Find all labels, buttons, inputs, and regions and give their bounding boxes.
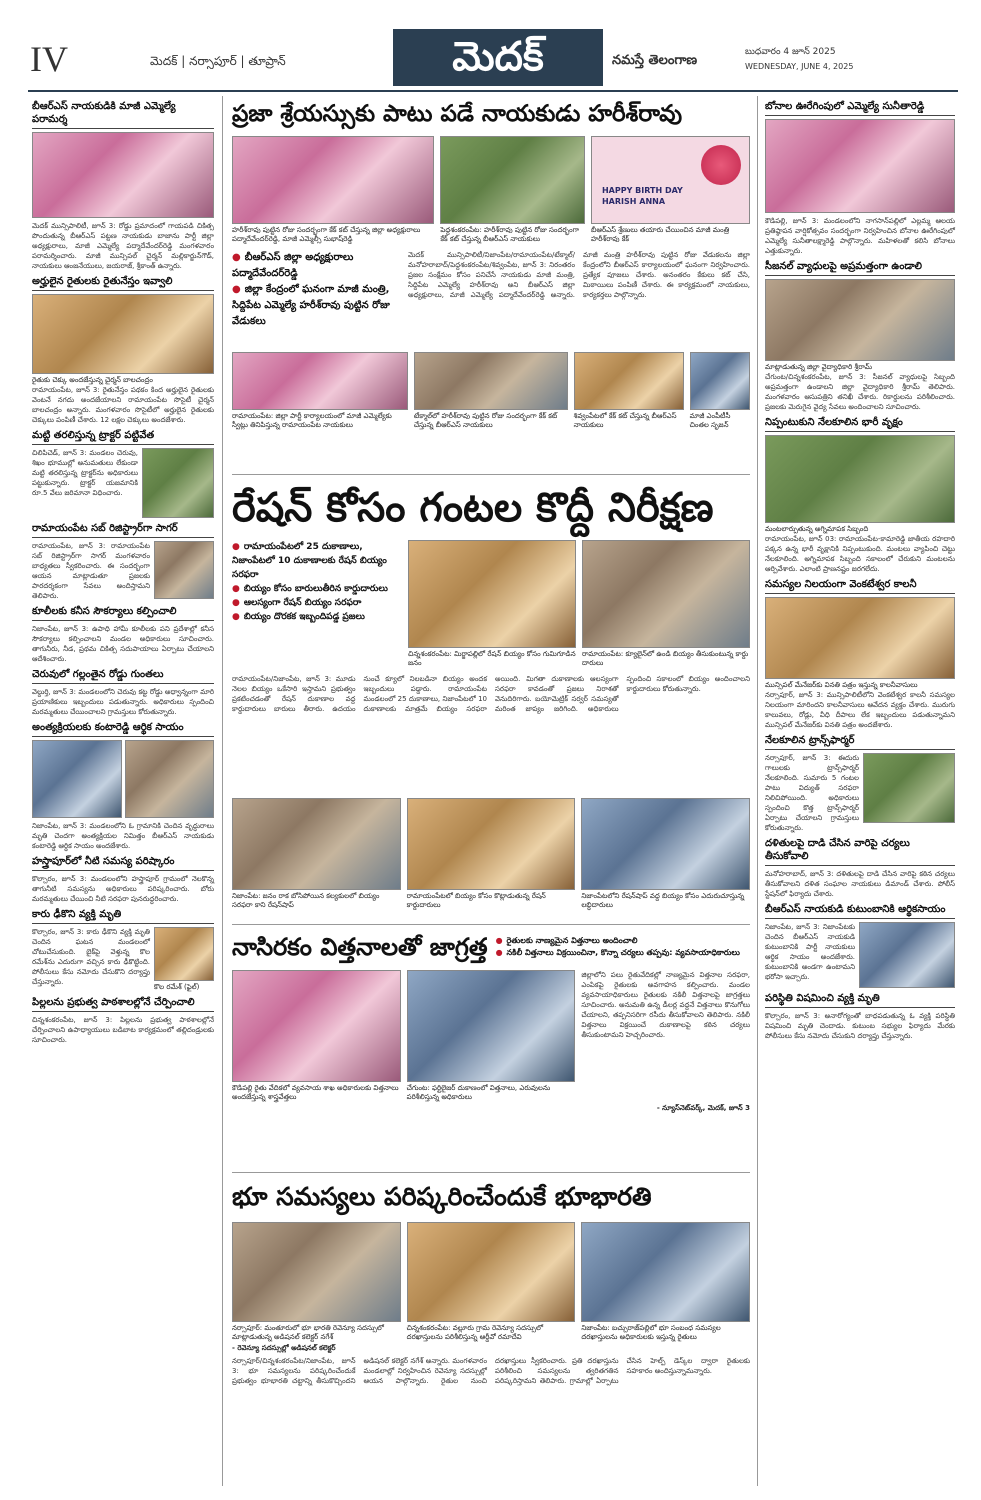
photo-caption: పెద్దశంకరంపేట: హరీశ్‌రావు పుట్టిన రోజు సందర్భంగా కేక్ కట్ చేస్తున్న బీఆర్‌ఎస్ నాయకులు [440,226,580,243]
column-divider [222,96,223,1486]
story-headline: పరిస్థితి విషమించి వ్యక్తి మృతి [765,992,955,1008]
story-headline: చెరువులో గల్లంతైన రోడ్డు గుంతలు [32,668,214,684]
story-headline: సమస్యల నిలయంగా వెంకటేశ్వర కాలనీ [765,578,955,594]
story-harish-rao [232,96,750,371]
story-body: మెదక్ మున్సిపాలిటీ/నిజాంపేట/రామాయంపేట/టేక్మాల్/మనోహరాబాద్/పెద్దశంకరంపేట/శివ్వంపేట, జూన్ 3: నిరంతరం ప్రజల సంక్షేమం కోసం పనిచేసే నాయకుడు మాజీ మంత్రి, సిద్దిపేట ఎమ్మెల్యే హరీశ్‌రావు అని బీఆర్‌ఎస్ జిల్లా అధ్యక్షురాలు, మాజీ ఎమ్మెల్యే పద్మాదేవేందర్‌రెడ్డి అన్నారు. మాజీ మంత్రి హరీశ్‌రావు పుట్టిన రోజు వేడుకలను జిల్లా కేంద్రంలోని బీఆర్‌ఎస్ కార్యాలయంలో ఘనంగా నిర్వహించారు. ప్రత్యేక పూజలు చేశారు. అనంతరం కేకులు కట్ చేసి, మిఠాయిలు పంపిణీ చేశారు. ఈ కార్యక్రమంలో నాయకులు, కార్యకర్తలు పాల్గొన్నారు. [408,251,750,299]
story-divider [232,474,750,475]
masthead [0,0,981,92]
news-photo [232,352,408,410]
news-photo [440,136,585,224]
photo-caption: మున్సిపల్ మేనేజర్‌కు వినతి పత్రం ఇస్తున్న కాలనీవాసులు [765,681,918,689]
column-divider [757,96,758,1486]
photo-caption: మాట్లాడుతున్న జిల్లా వైద్యాధికారి శ్రీరామ్ [765,363,873,371]
story-headline: పిల్లలను ప్రభుత్వ పాఠశాలల్లోనే చేర్పించాలి [32,996,214,1012]
bullet-point: ● రామాయంపేటలో 25 దుకాణాలు, నిజాంపేటలో 10 దుకాణాలకు రేషన్ బియ్యం సరఫరా [232,542,387,580]
story-headline: అంత్యక్రియలకు కంటారెడ్డి ఆర్థిక సాయం [32,721,214,737]
story-body: చిలిపిచెడ్, జూన్ 3: మండలం చెరువు, శిఖం భూముల్లో అనుమతులు లేకుండా మట్టి తరలిస్తున్న ట్రాక్టర్‌ను అధికారులు పట్టుకున్నారు. ట్రాక్టర్ యజమానికి రూ.5 వేలు జరిమానా విధించారు. [32,449,138,497]
portrait-photo [154,927,214,981]
page-number: IV [30,39,68,79]
section-names: మెదక్ | నర్సాపూర్ | తూప్రాన్ [150,54,286,68]
story-headline: దళితులపై దాడి చేసిన వారిపై చర్యలు తీసుకోవాలి [765,837,955,866]
story-headline: రామాయంపేట సబ్ రిజిస్ట్రార్‌గా సాగర్ [32,522,214,538]
news-photo [414,352,568,410]
story-body: జిల్లాలోని పలు రైతువేదికల్లో నాణ్యమైన విత్తనాల సరఫరా, ఎంపికపై రైతులకు అవగాహన కల్పించారు. మండల వ్యవసాయాధికారులు రైతులకు నకిలీ విత్తనాలపై జాగ్రత్తలు సూచించారు. అనుమతి ఉన్న డీలర్ల వద్దనే విత్తనాలు కొనుగోలు చేయాలని, తప్పనిసరిగా రసీదు తీసుకోవాలని తెలిపారు. నకిలీ విత్తనాలు విక్రయించే దుకాణాలపై కఠిన చర్యలు తీసుకుంటామని హెచ్చరించారు. [581,971,751,1039]
birthday-cake-photo [591,136,750,224]
story-body: కౌడిపల్లి, జూన్ 3: మండలంలోని నాగసాన్‌పల్లిలో ఎల్లమ్మ ఆలయ ప్రతిష్ఠాపన వార్షికోత్సవం సందర్భంగా నిర్వహించిన బోనాల ఊరేగింపులో ఎమ్మెల్యే సునీతాలక్ష్మారెడ్డి పాల్గొన్నారు. మహిళలతో కలిసి బోనాలు ఎత్తుకున్నారు. [765,217,955,255]
news-photo [407,798,576,890]
news-photo [765,279,955,361]
photo-caption: మంటలార్పుతున్న అగ్నిమాపక సిబ్బంది [765,525,869,533]
story-headline: బీఆర్‌ఎస్ నాయకుడికి మాజీ ఎమ్మెల్యే పరామర్శ [32,100,214,129]
story-body: మనోహరాబాద్, జూన్ 3: దళితులపై దాడి చేసిన వారిపై కఠిన చర్యలు తీసుకోవాలని దళిత సంఘాల నాయకులు డిమాండ్ చేశారు. పోలీస్ స్టేషన్‌లో ఫిర్యాదు చేశారు. [765,870,955,898]
news-photo [408,540,576,648]
news-photo [765,435,955,523]
date-english: WEDNESDAY, JUNE 4, 2025 [745,62,854,71]
story-body: నిజాంపేట, జూన్ 3: నిజాంపేటకు చెందిన బీఆర్‌ఎస్ నాయకుడి కుటుంబానికి పార్టీ నాయకులు ఆర్థిక సాయం అందజేశారు. కుటుంబానికి అండగా ఉంటామని భరోసా ఇచ్చారు. [765,923,855,981]
story-ration [232,480,750,920]
story-headline: అర్హులైన రైతులకు రైతునేస్తం ఇవ్వాలి [32,275,214,291]
story-body: నర్సాపూర్, జూన్ 3: ఈదురు గాలులకు ట్రాన్స్‌ఫార్మర్ నేలకూలింది. సుమారు 5 గంటల పాటు విద్యుత్ సరఫరా నిలిచిపోయింది. అధికారులు స్పందించి కొత్త ట్రాన్స్‌ఫార్మర్ ఏర్పాటు చేయాలని గ్రామస్తులు కోరుతున్నారు. [765,754,859,832]
photo-caption: కొల రమేశ్ (ఫైల్) [154,983,200,991]
story-subhead: - రెవెన్యూ సదస్సుల్లో అడిషనల్ కలెక్టర్ [232,1344,336,1352]
bullet-point: ● బియ్యం కోసం బారులుతీరిన కార్డుదారులు [232,584,388,594]
edition-title: మెదక్ [393,29,603,86]
left-column [32,96,214,1486]
story-body: కొల్చారం, జూన్ 3: అనారోగ్యంతో బాధపడుతున్న ఓ వ్యక్తి పరిస్థితి విషమించి మృతి చెందాడు. కుటుంబ సభ్యుల ఫిర్యాదు మేరకు పోలీసులు కేసు నమోదు చేసుకుని దర్యాప్తు చేస్తున్నారు. [765,1012,955,1040]
news-photo [765,597,955,679]
date-telugu: బుధవారం 4 జూన్ 2025 [745,47,836,57]
photo-caption: చేగుంట: ఫర్టిలైజర్ దుకాణంలో విత్తనాలు, ఎరువులను పరిశీలిస్తున్న అధికారులు [406,1084,551,1101]
right-column [765,96,955,1486]
story-headline: మట్టి తరలిస్తున్న ట్రాక్టర్ పట్టివేత [32,429,214,445]
photo-caption: నర్సాపూర్: మంతూరులో భూ భారతి రెవెన్యూ సదస్సులో మాట్లాడుతున్న అడిషనల్ కలెక్టర్ నగేశ్ [232,1324,385,1341]
story-body: చేగుంట/చిన్నశంకరంపేట, జూన్ 3: సీజనల్ వ్యాధులపై సిబ్బంది అప్రమత్తంగా ఉండాలని జిల్లా వైద్యాధికారి శ్రీరామ్ తెలిపారు. మంగళవారం ఆసుపత్రిని తనిఖీ చేశారు. రికార్డులను పరిశీలించారు. ప్రజలకు మెరుగైన వైద్య సేవలు అందించాలని సూచించారు. [765,373,955,411]
news-photo [232,970,401,1082]
flower-decoration [701,145,741,185]
photo-caption: రామాయంపేటలో బియ్యం కోసం కొట్లాడుతున్న రేషన్ కార్డుదారులు [406,892,546,909]
news-photo [581,798,750,890]
bullet-point: ● జిల్లా కేంద్రంలో ఘనంగా మాజీ మంత్రి, సిద్దిపేట ఎమ్మెల్యే హరీశ్‌రావు పుట్టిన రోజు వేడుకలు [232,284,390,327]
story-divider [232,1172,750,1173]
cake-text: HAPPY BIRTH DAY HARISH ANNA [601,186,683,206]
photo-caption: చిన్నశంకరంపేట: మిర్జాపల్లిలో రేషన్ బియ్యం కోసం గుమిగూడిన జనం [408,650,576,667]
story-seeds [232,928,750,1168]
bullet-point: ● బీఆర్‌ఎస్ జిల్లా అధ్యక్షురాలు పద్మాదేవేందర్‌రెడ్డి [232,252,354,279]
story-headline: బీఆర్‌ఎస్ నాయకుడి కుటుంబానికి ఆర్థికసాయం [765,903,955,919]
photo-caption: నిజాంపేట: బచ్చురాజ్‌పల్లిలో భూ సంబంధ సమస్యల దరఖాస్తులను అధికారులకు ఇస్తున్న రైతులు [581,1324,721,1341]
story-harish-rao-photos [232,352,750,437]
bullet-point: ● నకిలీ విత్తనాలు విక్రయించినా, కొన్నా చర్యలు తప్పవు: వ్యవసాయాధికారులు [495,948,740,957]
story-body: వెల్దుర్తి, జూన్ 3: మండలంలోని చెరువు కట్ట రోడ్డు అధ్వాన్నంగా మారి ప్రయాణికులు ఇబ్బందులు పడుతున్నారు. అధికారులు స్పందించి మరమ్మతులు చేయించాలని గ్రామస్తులు కోరుతున్నారు. [32,688,214,716]
story-headline: హస్త్రాపూర్‌లో నీటి సమస్య పరిష్కారం [32,855,214,871]
news-photo [32,294,214,374]
news-photo [859,922,955,988]
paper-name: నమస్తే తెలంగాణ [612,53,698,68]
story-body: రామాయంపేట, జూన్ 03: రామాయంపేట-కామారెడ్డి జాతీయ రహదారి పక్కన ఉన్న భారీ వృక్షానికి నిప్పంటుకుంది. మంటలు వ్యాపించి చెట్టు నేలకూలింది. అగ్నిమాపక సిబ్బంది సకాలంలో చేరుకుని మంటలను ఆర్పివేశారు. ఎలాంటి ప్రాణనష్టం జరగలేదు. [765,535,955,573]
story-body: కొల్చారం, జూన్ 3: కారు ఢీకొని వ్యక్తి మృతి చెందిన ఘటన మండలంలో చోటుచేసుకుంది. బైక్‌పై వెళ్తున్న కొల రమేశ్‌ను ఎదురుగా వచ్చిన కారు ఢీకొట్టింది. పోలీసులు కేసు నమోదు చేసుకొని దర్యాప్తు చేస్తున్నారు. [32,928,150,986]
story-body: నర్సాపూర్/చిన్నశంకరంపేట/నిజాంపేట, జూన్ 3: భూ సమస్యలను పరిష్కరించేందుకే ప్రభుత్వం భూభారతి చట్టాన్ని తీసుకొచ్చిందని అడిషనల్ కలెక్టర్ నగేశ్ అన్నారు. మంగళవారం మండలాల్లో నిర్వహించిన రెవెన్యూ సదస్సుల్లో ఆయన పాల్గొన్నారు. రైతుల నుంచి దరఖాస్తులు స్వీకరించారు. ప్రతి దరఖాస్తును పరిశీలించి సమస్యలను త్వరితగతిన పరిష్కరిస్తామని తెలిపారు. గ్రామాల్లో ఏర్పాటు చేసిన హెల్ప్ డెస్క్‌ల ద్వారా రైతులకు సహకారం అందిస్తున్నామన్నారు. [232,1357,750,1385]
news-photo [232,136,434,224]
news-photo [765,119,955,213]
news-photo [232,798,401,890]
news-photo [232,1222,401,1322]
story-body: నిజాంపేట, జూన్ 3: ఉపాధి హామీ కూలీలకు పని ప్రదేశాల్లో కనీస సౌకర్యాలు కల్పించాలని మండల అధికారులు సూచించారు. తాగునీరు, నీడ, ప్రథమ చికిత్స సదుపాయాలు ఏర్పాటు చేయాలని ఆదేశించారు. [32,625,214,663]
portrait-photo [690,352,750,410]
story-headline: నేలకూలిన ట్రాన్స్‌ఫార్మర్ [765,734,955,750]
news-photo [582,540,750,648]
news-photo [142,448,214,518]
story-body: రామాయంపేట, జూన్ 3: రైతునేస్తం పథకం కింద అర్హులైన రైతులకు వెంటనే నగదు అందజేయాలని రామాయంపేట సొసైటీ చైర్మన్ బాలచంద్రం అన్నారు. మంగళవారం సొసైటీలో అర్హులైన రైతులకు చెక్కులు పంపిణీ చేశారు. 12 లక్షల చెక్కులు అందజేశారు. [32,386,214,424]
photo-caption: రైతుకు చెక్కు అందజేస్తున్న చైర్మన్ బాలచంద్రం [32,376,153,384]
photo-caption: రామాయంపేట: జిల్లా పార్టీ కార్యాలయంలో మాజీ ఎమ్మెల్యేకు స్వీట్లు తినిపిస్తున్న రామాయంపేట నాయకులు [232,412,392,429]
story-body: నర్సాపూర్, జూన్ 3: మున్సిపాలిటీలోని వెంకటేశ్వర కాలనీ సమస్యల నిలయంగా మారిందని కాలనీవాసులు ఆవేదన వ్యక్తం చేశారు. మురుగు కాలువలు, రోడ్లు, వీధి దీపాలు లేక ఇబ్బందులు పడుతున్నామని మున్సిపల్ మేనేజర్‌కు వినతి పత్రం అందజేశారు. [765,691,955,729]
story-bhubharathi [232,1176,750,1486]
story-body: మెదక్ మున్సిపాలిటీ, జూన్ 3: రోడ్డు ప్రమాదంలో గాయపడి చికిత్స పొందుతున్న బీఆర్‌ఎస్ పట్టణ నాయకుడు బాజాను పార్టీ జిల్లా అధ్యక్షురాలు, మాజీ ఎమ్మెల్యే పద్మాదేవేందర్‌రెడ్డి మంగళవారం పరామర్శించారు. మాజీ మున్సిపల్ చైర్మన్ మల్లికార్జున్‌గౌడ్, నాయకులు ఆంజనేయులు, జయరాజ్, శ్రీకాంత్ ఉన్నారు. [32,222,214,270]
photo-caption: కౌడిపల్లి రైతు వేదికలో వ్యవసాయ శాఖ అధికారులకు విత్తనాలు అందజేస్తున్న శాస్త్రవేత్తలు [232,1084,399,1101]
photo-caption: టేక్మాల్‌లో హరీశ్‌రావు పుట్టిన రోజు సందర్భంగా కేక్ కట్ చేస్తున్న బీఆర్‌ఎస్ నాయకులు [413,412,558,429]
masthead-rule [28,90,958,92]
story-headline: నాసిరకం విత్తనాలతో జాగ్రత్త [232,933,488,961]
story-headline: బోనాల ఊరేగింపులో ఎమ్మెల్యే సునీతారెడ్డి [765,100,955,116]
story-headline: రేషన్ కోసం గంటల కొద్దీ నిరీక్షణ [232,485,714,531]
byline: - న్యూస్‌నెట్‌వర్క్, మెదక్, జూన్ 3 [656,1104,750,1112]
story-divider [232,924,750,925]
news-photo [863,753,955,823]
portrait-photo [154,541,214,599]
story-body: చిన్నశంకరంపేట, జూన్ 3: పిల్లలను ప్రభుత్వ పాఠశాలల్లోనే చేర్పించాలని ఉపాధ్యాయులు బడిబాట కార్యక్రమంలో తల్లిదండ్రులకు సూచించారు. [32,1016,214,1044]
news-photo [574,352,684,410]
photo-caption: చిన్నశంకరంపేట: వల్లూరు గ్రామ రెవెన్యూ సదస్సులో దరఖాస్తులను పరిశీలిస్తున్న ఆర్డీవో రమాదేవి [406,1324,544,1341]
story-body: రామాయంపేట, జూన్ 3: రామాయంపేట సబ్ రిజిస్ట్రార్‌గా సాగర్ మంగళవారం బాధ్యతలు స్వీకరించారు. ఈ సందర్భంగా ఆయన మాట్లాడుతూ ప్రజలకు పారదర్శకంగా సేవలు అందిస్తామని తెలిపారు. [32,542,150,600]
photo-caption: రామాయంపేట: క్యూలైన్‌లో ఉండి బియ్యం తీసుకుంటున్న కార్డు దారులు [582,650,749,667]
photo-caption: నిజాంపేట: జనం రాక బోసిపోయిన కల్యకులలో బియ్యం సరఫరా కాని రేషన్‌షాప్ [232,892,380,909]
story-headline: కూలీలకు కనీస సౌకర్యాలు కల్పించాలి [32,605,214,621]
photo-caption: హరీశ్‌రావు పుట్టిన రోజు సందర్భంగా కేక్ కట్ చేస్తున్న జిల్లా అధ్యక్షురాలు పద్మాదేవేందర్‌రెడ్డి, మాజీ ఎమ్మెల్సీ సుభాష్‌రెడ్డి [232,226,421,243]
bullet-point: ● ఆలస్యంగా రేషన్ బియ్యం సరఫరా [232,598,362,608]
story-headline: కారు ఢీకొని వ్యక్తి మృతి [32,908,214,924]
news-photo [581,1222,750,1322]
news-photo [125,740,215,818]
photo-caption: మాజీ ఎంపీటీసీ చింతల సృజన్ [689,412,731,429]
story-headline: సీజనల్ వ్యాధులపై అప్రమత్తంగా ఉండాలి [765,260,955,276]
story-headline: నిప్పంటుకుని నేలకూలిన భారీ వృక్షం [765,416,955,432]
bullet-point: ● బియ్యం దొరకక ఇబ్బందిపడ్డ ప్రజలు [232,612,365,622]
news-photo [32,132,214,218]
story-headline: భూ సమస్యలు పరిష్కరించేందుకే భూభారతి [232,1182,652,1211]
news-photo [407,970,576,1082]
story-headline: ప్రజా శ్రేయస్సుకు పాటు పడే నాయకుడు హరీశ్‌రావు [232,101,683,127]
photo-caption: నిజాంపేటలోని రేషన్‌షాప్ వద్ద బియ్యం కోసం ఎదురుచూస్తున్న లబ్ధిదారులు [581,892,745,909]
story-body: రామాయంపేట/నిజాంపేట, జూన్ 3: మూడు నెలల బియ్యం ఒకేసారి ఇస్తామని ప్రభుత్వం ప్రకటించడంతో రేషన్ దుకాణాల వద్ద కార్డుదారులు బారులు తీరారు. ఉదయం నుంచే క్యూలో నిలబడినా బియ్యం అందక ఇబ్బందులు పడ్డారు. రామాయంపేట మండలంలో 25 దుకాణాలు, నిజాంపేటలో 10 దుకాణాలకు మాత్రమే బియ్యం సరఫరా అయింది. మిగతా దుకాణాలకు ఆలస్యంగా సరఫరా కావడంతో ప్రజలు నిరాశతో వెనుదిరిగారు. బయోమెట్రిక్ సర్వర్ సమస్యతో మరింత జాప్యం జరిగింది. అధికారులు స్పందించి సకాలంలో బియ్యం అందించాలని కార్డుదారులు కోరుతున్నారు. [232,675,750,713]
story-body: కొల్చారం, జూన్ 3: మండలంలోని హస్త్రాపూర్ గ్రామంలో నెలకొన్న తాగునీటి సమస్యను అధికారులు పరిష్కరించారు. బోరు మరమ్మతులు చేయించి నీటి సరఫరా పునరుద్ధరించారు. [32,875,214,903]
bullet-point: ● రైతులకు నాణ్యమైన విత్తనాలు అందించాలి [495,936,638,945]
photo-caption: బీఆర్‌ఎస్ శ్రేణులు తయారు చేయించిన మాజీ మంత్రి హరీశ్‌రావు కేక్ [590,226,730,243]
story-body: నిజాంపేట, జూన్ 3: మండలంలోని ఓ గ్రామానికి చెందిన వృద్ధురాలు మృతి చెందగా అంత్యక్రియల నిమిత్తం బీఆర్‌ఎస్ నాయకుడు కంటారెడ్డి ఆర్థిక సాయం అందజేశారు. [32,822,214,850]
news-photo [32,740,122,818]
news-photo [407,1222,576,1322]
photo-caption: శివ్వంపేటలో కేక్ కట్ చేస్తున్న బీఆర్‌ఎస్ నాయకులు [573,412,677,429]
